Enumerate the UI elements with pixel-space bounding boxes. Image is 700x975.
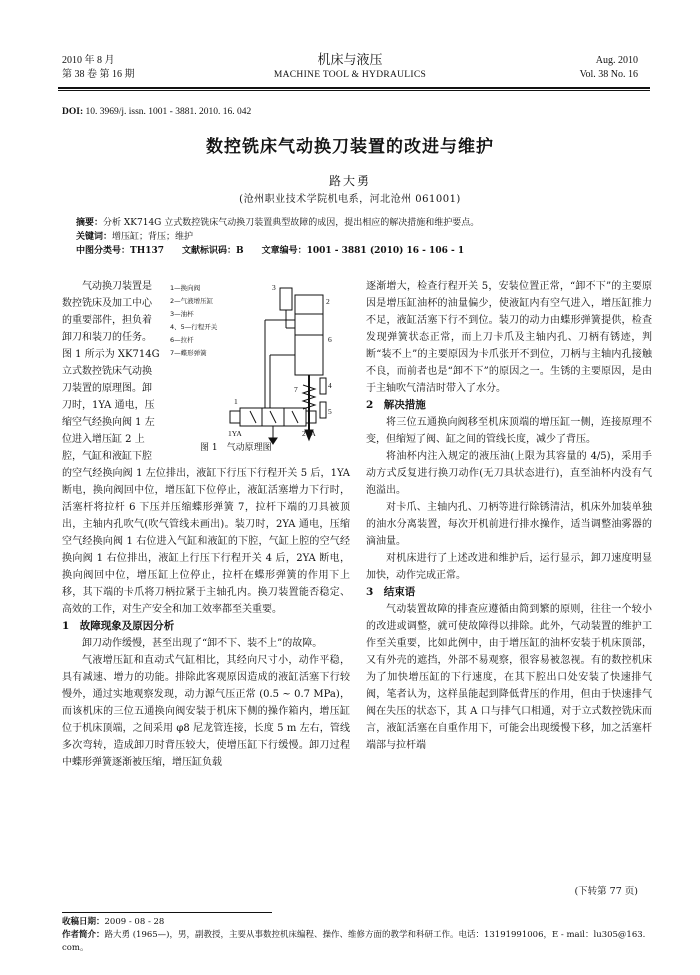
journal-header: [240, 52, 460, 82]
label-num: 3: [272, 283, 276, 292]
section-heading: 3 结束语: [366, 586, 416, 598]
section-heading: 2 解决措施: [366, 399, 426, 411]
legend-item: 7—蝶形弹簧: [170, 349, 207, 357]
valve-block: [240, 408, 262, 426]
journal-name-cn: 机床与液压: [317, 53, 383, 68]
keywords: 增压缸；背压；维护: [112, 232, 194, 242]
solenoid-1ya: [230, 411, 240, 423]
legend-item: 1—换向阀: [170, 284, 201, 292]
continued-note: (下转第 77 页): [574, 886, 638, 897]
doi-line: [62, 107, 251, 117]
intro-wrap-text: [62, 278, 162, 465]
figure-caption: 图 1 气动原理图: [200, 443, 272, 453]
legend-item: 6—拉杆: [170, 336, 194, 344]
right-column: [366, 278, 652, 754]
keywords-label: 关键词：: [76, 232, 113, 242]
solenoid-2ya: [306, 411, 316, 423]
label-num: 2: [326, 297, 330, 306]
header-rule: [58, 87, 650, 89]
intro-line: 的重要部件，担负着: [62, 315, 152, 326]
intro-line: 立式数控铣床气动换: [62, 366, 152, 377]
header-rule-thin: [58, 90, 650, 91]
intro-line: 腔，气缸和液缸下腔: [62, 451, 152, 462]
doi-value[interactable]: 10. 3969/j. issn. 1001 - 3881. 2010. 16. 042: [85, 107, 252, 117]
issue-date-en: Aug. 2010: [595, 55, 638, 66]
paragraph: 的空气经换向阀 1 左位排出，液缸下行压下行程开关 5 后，1YA 断电，换向阀回中位，增压缸下位停止，液缸活塞增力下行时，活塞杆将拉杆 6 下压并压缩蝶形弹簧 7，拉杆下端的刀具被顶出，主轴内孔吹气(吹气管线未画出)。装刀时，2YA 通电，压缩空气经换向阀 1 右位进入气缸和液缸的下腔，气缸上腔的空气经换向阀 1 右位排出，液缸上行压下行程开关 4 后，2YA 断电，换向阀回中位，增压缸上位停止，拉杆在蝶形弹簧的作用下上移，其下端的卡爪将刀柄拉紧于主轴孔内。换刀装置能否稳定、高效的工作，对生产安全和加工效率都至关重要。: [62, 468, 350, 615]
received-line: [62, 916, 652, 929]
paragraph: 将三位五通换向阀移至机床顶端的增压缸一侧，连接原理不变，但缩短了阀、缸之间的管线长度，减少了背压。: [366, 417, 652, 445]
left-column: [62, 465, 350, 771]
abstract-line: [76, 216, 636, 230]
doi-label: DOI:: [62, 107, 84, 117]
classification-meta: 中图分类号：TH137 文献标识码：B 文章编号：1001 - 3881 (2010) 16 - 106 - 1: [76, 246, 465, 256]
paragraph: 气液增压缸和直动式气缸相比，其经向尺寸小，动作平稳，具有减速、增力的功能。排除此客观原因造成的液缸活塞下行较慢外，通过实地观察发现，动力源气压正常 (0.5 ~ 0.7 MPa)，而该机床的三位五通换向阀安装于机床下侧的操作箱内，增压缸位于机床顶端，之间采用 φ8 尼龙管连接，长度 5 m 左右，管线多次弯转，造成卸刀时背压较大，使增压缸下行缓慢。卸刀过程中蝶形弹簧逐渐被压缩，增压缸负载: [62, 655, 350, 768]
journal-name-en: MACHINE TOOL & HYDRAULICS: [273, 70, 427, 80]
affiliation: (沧州职业技术学院机电系，河北沧州 061001): [239, 194, 461, 205]
legend-item: 3—油杯: [170, 310, 194, 318]
paragraph: 对卡爪、主轴内孔、刀柄等进行除锈清洁，机床外加装单独的油水分离装置，每次开机前进行排水操作，适当调整油雾器的滴油量。: [366, 502, 652, 547]
label-num: 7: [294, 385, 298, 394]
issue-volume-en: Vol. 38 No. 16: [579, 69, 638, 80]
bio-line: [62, 929, 652, 955]
intro-line: 位进入增压缸 2 上: [62, 434, 145, 445]
author: 路大勇: [328, 174, 371, 188]
label-num: 5: [328, 407, 332, 416]
issue-date-cn: 2010 年 8 月: [62, 55, 115, 66]
limit-switch: [320, 402, 326, 418]
keywords-line: [76, 230, 636, 244]
oil-cup: [280, 288, 292, 310]
intro-line: 卸刀和装刀的任务。: [62, 332, 152, 343]
footnote: [62, 916, 652, 955]
header-right: [580, 54, 638, 82]
label-num: 4: [328, 381, 332, 390]
received-date: 2009 - 08 - 28: [104, 917, 165, 927]
received-label: 收稿日期：: [62, 917, 105, 927]
footnote-rule: [62, 912, 272, 913]
section-heading: 1 故障现象及原因分析: [62, 620, 175, 632]
intro-line: 缩空气经换向阀 1 左: [62, 417, 155, 428]
intro-line: 气动换刀装置是: [82, 281, 152, 292]
abstract: [76, 216, 636, 258]
intro-line: 图 1 所示为 XK714G: [62, 349, 160, 360]
intro-line: 刀装置的原理图。卸: [62, 383, 152, 394]
paragraph: 卸刀动作缓慢，甚至出现了“卸不下、装不上”的故障。: [82, 638, 323, 649]
abstract-text: 分析 XK714G 立式数控铣床气动换刀装置典型故障的成因，提出相应的解决措施和维护要点。: [103, 218, 480, 228]
article-title: 数控铣床气动换刀装置的改进与维护: [206, 137, 494, 157]
paragraph: 气动装置故障的排查应遵循由简到繁的原则，往往一个较小的改进或调整，就可使故障得以排除。此外，气动装置的维护工作至关重要，比如此例中，由于增压缸的油杯安装于机床顶部，又有外壳的遮挡，外部不易观察，很容易被忽视。有的数控机床为了加快增压缸的下行速度，在其下腔出口处安装了快速排气阀，笔者认为，这样虽能起到降低背压的作用，但由于快速排气阀在失压的状态下，其 A 口与排气口相通，对于立式数控铣床而言，液缸活塞在自重作用下，可能会出现缓慢下移，加之活塞杆端部与拉杆端: [366, 604, 652, 751]
legend-item: 2—气液增压缸: [170, 297, 214, 305]
legend-item: 4、5—行程开关: [170, 323, 218, 331]
paragraph: 对机床进行了上述改进和维护后，运行显示，卸刀速度明显加快，动作完成正常。: [366, 553, 652, 581]
liquid-cylinder: [295, 335, 323, 375]
limit-switch: [320, 378, 326, 394]
intro-line: 刀时，1YA 通电，压: [62, 400, 155, 411]
issue-volume-cn: 第 38 卷 第 16 期: [62, 69, 135, 80]
bio-label: 作者简介：: [62, 930, 105, 940]
intro-line: 数控铣床及加工中心: [62, 298, 152, 309]
abstract-label: 摘要：: [76, 218, 104, 228]
schematic-svg: [170, 280, 365, 455]
cylinder-body: [295, 295, 323, 335]
label-num: 6: [328, 335, 332, 344]
label-num: 1: [234, 397, 238, 406]
label-1ya: 1YA: [228, 429, 242, 438]
header-left: [62, 54, 135, 82]
paragraph: 将油杯内注入规定的液压油(上限为其容量的 4/5)，采用手动方式反复进行换刀动作(无刀具状态进行)，直至油杯内没有气泡溢出。: [366, 451, 652, 496]
label-2ya: 2YA: [302, 429, 316, 438]
author-bio: 路大勇 (1965—)，男，副教授，主要从事数控机床编程、操作、维修方面的教学和科研工作。电话：13191991006，E - mail：lu305@163. com。: [62, 930, 646, 953]
paragraph: 逐渐增大，检查行程开关 5，安装位置正常，“卸不下”的主要原因是增压缸油杯的油量偏少，使液缸内有空气进入，增压缸推力不足，液缸活塞下行不到位。装刀的动力由蝶形弹簧提供，检查发现弹簧状态正常，而上刀卡爪及主轴内孔、刀柄有锈迹，判断“装不上”的主要原因为卡爪张开不到位，刀柄与主轴内孔接触不良，而前者也是“卸不下”的原因之一。生锈的主要原因，是由于主轴吹气清洁时带入了水分。: [366, 281, 652, 394]
